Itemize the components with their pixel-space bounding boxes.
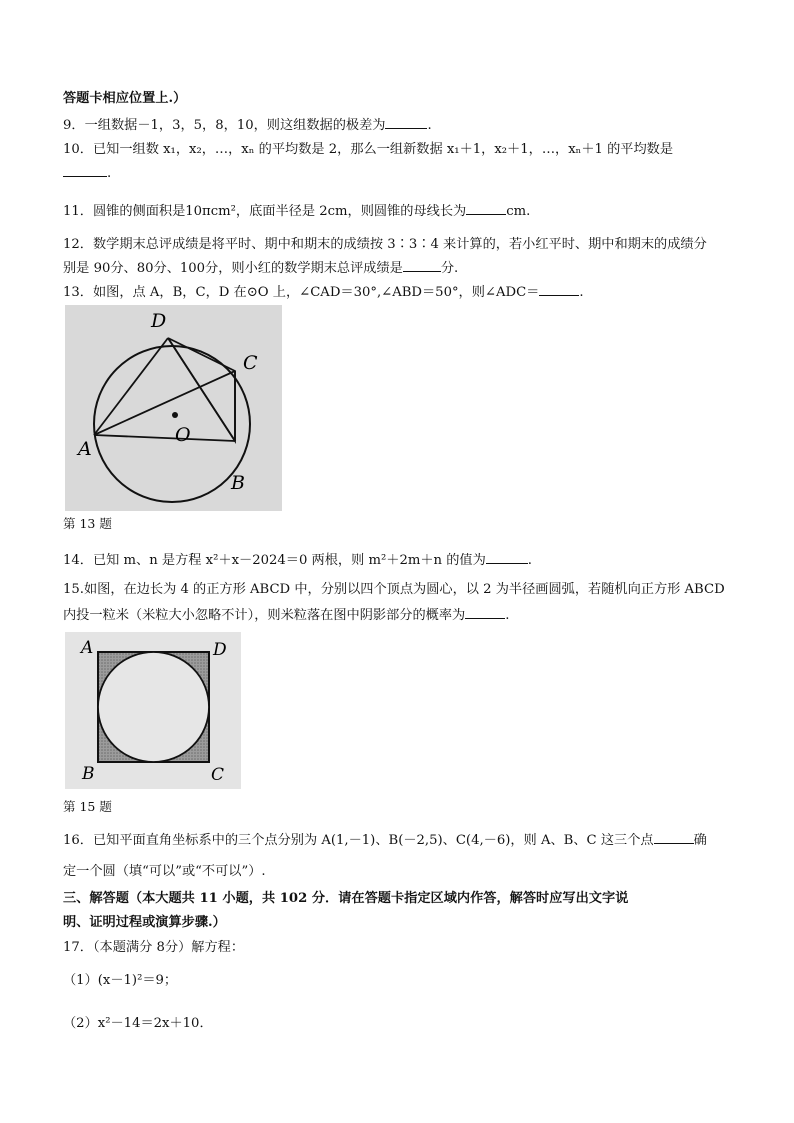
question-16-tail: 确 [693,833,707,848]
label-a: A [81,638,94,658]
section-3-heading-cont: 明、证明过程或演算步骤.） [63,915,226,930]
question-15-cont: 内投一粒米（米粒大小忽略不计），则米粒落在图中阴影部分的概率为 . [63,605,509,626]
question-16-text: 16．已知平面直角坐标系中的三个点分别为 A(1,－1)、B(－2,5)、C(4,－6)，则 A、B、C 这三个点 [63,833,654,848]
question-11 [63,201,530,222]
question-15-text-2: 内投一粒米（米粒大小忽略不计），则米粒落在图中阴影部分的概率为 [63,608,466,623]
answer-blank-14[interactable] [486,550,528,564]
question-12-text: 12．数学期末总评成绩是将平时、期中和期末的成绩按 3∶3∶4 来计算的，若小红平时、期中和期末的成绩分 [63,237,707,252]
question-17-part-2: （2）x²－14＝2x＋10． [63,1016,213,1031]
label-b: B [231,472,245,494]
figure-15-caption: 第 15 题 [63,799,112,814]
chord-da [94,338,168,435]
question-15-text: 15.如图，在边长为 4 的正方形 ABCD 中，分别以四个顶点为圆心，以 2 为半径画圆弧，若随机向正方形 ABCD [63,582,725,597]
question-17: 17．（本题满分 8分）解方程： [63,940,245,955]
question-9: 9．一组数据－1，3，5，8，10，则这组数据的极差为 . [63,115,432,136]
figure-13-caption: 第 13 题 [63,516,112,531]
figure-15 [65,632,241,789]
question-11-text: 11．圆锥的侧面积是10πcm²，底面半径是 2cm，则圆锥的母线长为 [63,204,467,219]
question-17-part-1: （1）(x－1)²＝9； [63,973,178,988]
question-14: 14．已知 m、n 是方程 x²＋x－2024＝0 两根，则 m²＋2m＋n 的值为 . [63,550,532,571]
answer-blank-12[interactable] [403,258,441,272]
question-12-unit: 分. [440,261,459,276]
question-12 [63,235,707,255]
label-d: D [213,640,227,660]
answer-blank-10[interactable] [63,163,107,177]
figure-13-drawing [65,305,282,511]
label-c: C [211,765,225,785]
label-c: C [243,352,258,374]
question-12-text-2: 别是 90分、80分、100分，则小红的数学期末总评成绩是 [63,261,403,276]
answer-blank-16[interactable] [654,830,694,844]
question-10 [63,140,673,160]
figure-15-drawing [65,632,241,789]
answer-blank-15[interactable] [465,605,505,619]
star-region [98,652,209,762]
section-3-heading: 三、解答题（本大题共 11 小题，共 102 分．请在答题卡指定区域内作答，解答时应写出文字说 [63,891,629,906]
question-15 [63,580,725,600]
label-a: A [78,438,92,460]
label-o: O [175,424,191,446]
answer-blank-11[interactable] [466,201,506,215]
question-12-cont [63,258,458,279]
answer-blank-9[interactable] [385,115,427,129]
answer-blank-13[interactable] [539,282,579,296]
question-9-text: 9．一组数据－1，3，5，8，10，则这组数据的极差为 [63,118,386,133]
chord-ac [94,371,235,435]
header-continuation: 答题卡相应位置上.） [63,91,187,106]
chord-ab [94,435,235,441]
question-10-text: 10．已知一组数 x₁，x₂，…，xₙ 的平均数是 2，那么一组新数据 x₁＋1，x₂＋1，…，xₙ＋1 的平均数是 [63,142,674,157]
question-16-cont: 定一个圆（填“可以”或“不可以”）. [63,864,266,879]
label-b: B [82,764,95,784]
figure-13 [65,305,282,511]
question-10-cont: . [63,163,111,184]
question-13-text: 13．如图，点 A，B，C，D 在⊙O 上，∠CAD＝30°,∠ABD＝50°，则∠ADC＝ [63,285,540,300]
center-point-o [172,412,178,418]
question-14-text: 14．已知 m、n 是方程 x²＋x－2024＝0 两根，则 m²＋2m＋n 的值为 [63,553,486,568]
question-16 [63,830,707,851]
label-d: D [151,310,167,332]
question-13: 13．如图，点 A，B，C，D 在⊙O 上，∠CAD＝30°,∠ABD＝50°，则∠ADC＝ . [63,282,584,303]
question-11-unit: cm. [506,204,531,219]
